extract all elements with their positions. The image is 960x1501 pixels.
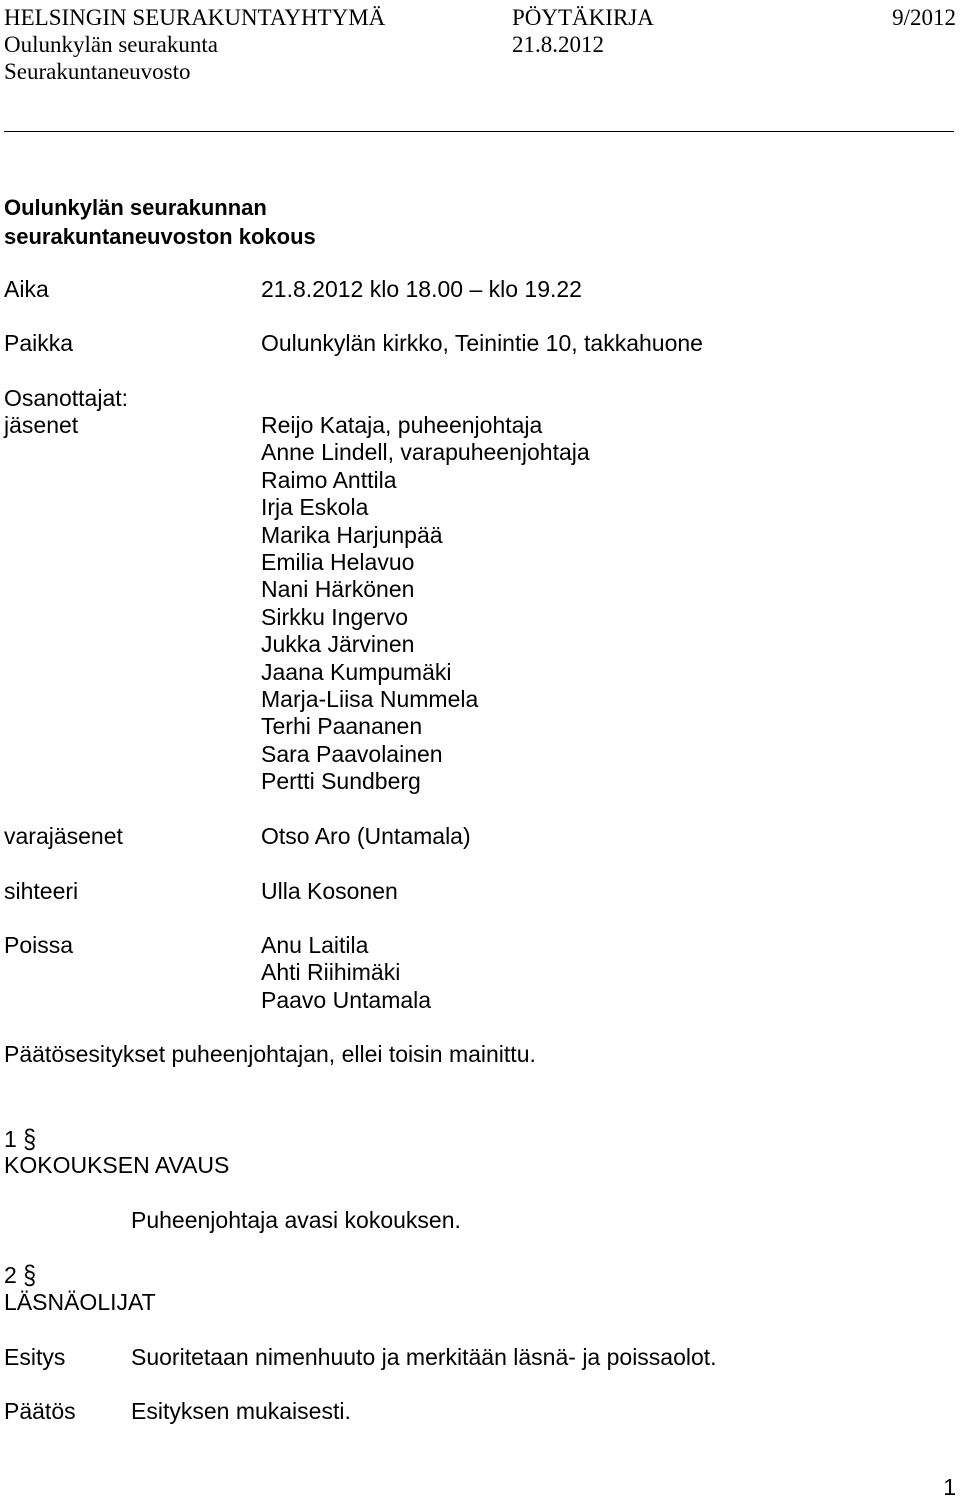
time-label: Aika [4,276,49,302]
time-value: 21.8.2012 klo 18.00 – klo 19.22 [261,276,582,302]
participants-label: Osanottajat: [4,385,129,411]
place-label: Paikka [4,330,74,356]
member-item: Raimo Anttila [261,466,397,493]
proposal-text: Suoritetaan nimenhuuto ja merkitään läsnä- ja poissaolot. [131,1344,717,1370]
header-divider [4,131,954,132]
item-1-text: Puheenjohtaja avasi kokouksen. [131,1207,461,1233]
section-symbol: § [23,1123,36,1154]
parish-name: Oulunkylän seurakunta [4,32,218,57]
member-item: Jaana Kumpumäki [261,658,452,685]
absent-item: Paavo Untamala [261,986,432,1013]
proposal-note: Päätösesitykset puheenjohtajan, ellei toisin mainittu. [4,1041,536,1067]
body-name: Seurakuntaneuvosto [4,59,191,84]
member-item: Emilia Helavuo [261,549,415,576]
member-item: Marika Harjunpää [261,521,443,548]
item-1-number [4,1123,36,1154]
member-item: Terhi Paananen [261,713,423,740]
item-number: 2 [4,1262,17,1288]
item-number: 1 [4,1126,17,1152]
member-item: Anne Lindell, varapuheenjohtaja [261,439,590,466]
absent-list [261,932,431,1014]
deputies-value: Otso Aro (Untamala) [261,823,471,849]
meeting-title-line2: seurakuntaneuvoston kokous [4,224,316,249]
decision-text: Esityksen mukaisesti. [131,1398,351,1424]
secretary-value: Ulla Kosonen [261,878,398,904]
item-2-number [4,1259,36,1290]
member-item: Pertti Sundberg [261,768,421,795]
absent-item: Anu Laitila [261,932,369,958]
document-number: 9/2012 [892,5,956,30]
proposal-label: Esitys [4,1344,66,1370]
meeting-title-line1: Oulunkylän seurakunnan [4,195,267,220]
member-item: Reijo Kataja, puheenjohtaja [261,412,543,438]
section-symbol: § [23,1259,36,1290]
document-type: PÖYTÄKIRJA [512,5,654,30]
absent-item: Ahti Riihimäki [261,959,401,986]
page-number: 1 [943,1474,956,1500]
secretary-label: sihteeri [4,878,79,904]
item-1-heading: KOKOUKSEN AVAUS [4,1152,230,1178]
item-2-heading: LÄSNÄOLIJAT [4,1289,156,1315]
place-value: Oulunkylän kirkko, Teinintie 10, takkahuone [261,330,703,356]
members-list [261,412,590,796]
member-item: Irja Eskola [261,494,369,521]
member-item: Sara Paavolainen [261,740,443,767]
member-item: Marja-Liisa Nummela [261,686,479,713]
members-label: jäsenet [4,412,79,438]
deputies-label: varajäsenet [4,823,123,849]
member-item: Jukka Järvinen [261,631,415,658]
absent-label: Poissa [4,932,74,958]
decision-label: Päätös [4,1398,76,1424]
organization-name: HELSINGIN SEURAKUNTAYHTYMÄ [4,5,386,30]
member-item: Nani Härkönen [261,576,415,603]
member-item: Sirkku Ingervo [261,603,409,630]
document-date: 21.8.2012 [512,32,604,57]
